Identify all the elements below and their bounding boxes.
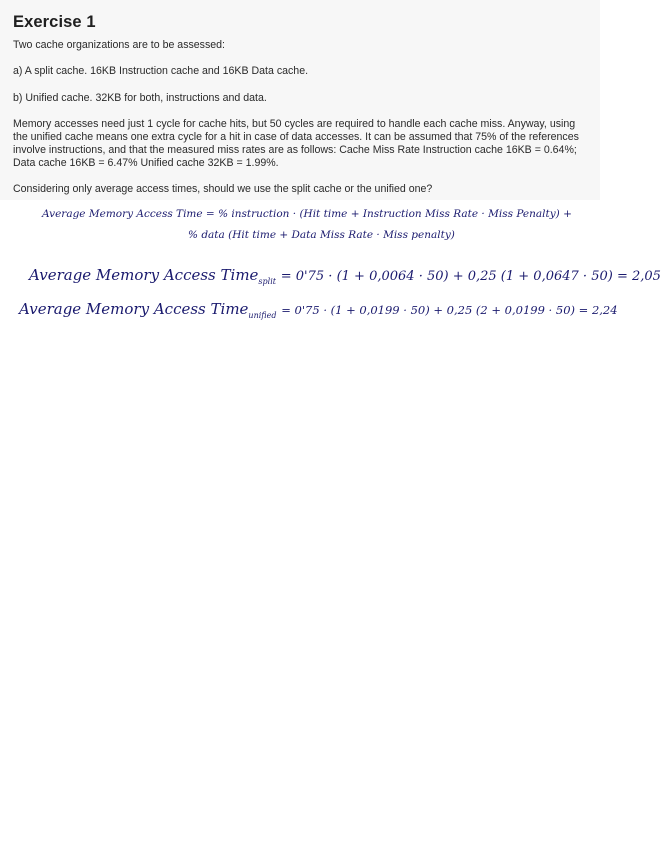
option-a-text: a) A split cache. 16KB Instruction cache and 16KB Data cache.	[13, 65, 309, 78]
split-expression: = 0'75 · (1 + 0,0064 · 50) + 0,25 (1 + 0,0647 · 50) = 2,05	[280, 269, 661, 284]
intro-text: Two cache organizations are to be assessed:	[13, 39, 225, 51]
unified-expression: = 0'75 · (1 + 0,0199 · 50) + 0,25 (2 + 0,0199 · 50) = 2,24	[281, 303, 618, 317]
handwritten-formula-line-1: Average Memory Access Time = % instruction · (Hit time + Instruction Miss Rate · Miss Penalty) +	[42, 208, 572, 220]
handwritten-split-equation	[29, 266, 661, 286]
split-label: Average Memory Access Time	[29, 266, 259, 284]
split-subscript: split	[258, 277, 276, 286]
problem-body-text: Memory accesses need just 1 cycle for cache hits, but 50 cycles are required to handle each cache miss. Anyway, using the unified cache means one extra cycle for a hit in case of data accesses. It can be assumed that 75% of the references involve instructions, and that the measured miss rates are as follows: Cache Miss Rate Instruction cache 16KB = 0.64%; Data cache 16KB = 6.47% Unified cache 32KB = 1.99%.	[13, 118, 579, 169]
option-b-text: b) Unified cache. 32KB for both, instructions and data.	[13, 91, 267, 104]
question-text: Considering only average access times, should we use the split cache or the unified one?	[13, 183, 433, 196]
handwritten-unified-equation	[19, 300, 618, 320]
handwritten-formula-line-2: % data (Hit time + Data Miss Rate · Miss penalty)	[188, 229, 455, 241]
unified-subscript: unified	[248, 311, 277, 320]
exercise-content	[13, 13, 590, 210]
exercise-title: Exercise 1	[13, 13, 96, 31]
unified-label: Average Memory Access Time	[19, 300, 249, 318]
